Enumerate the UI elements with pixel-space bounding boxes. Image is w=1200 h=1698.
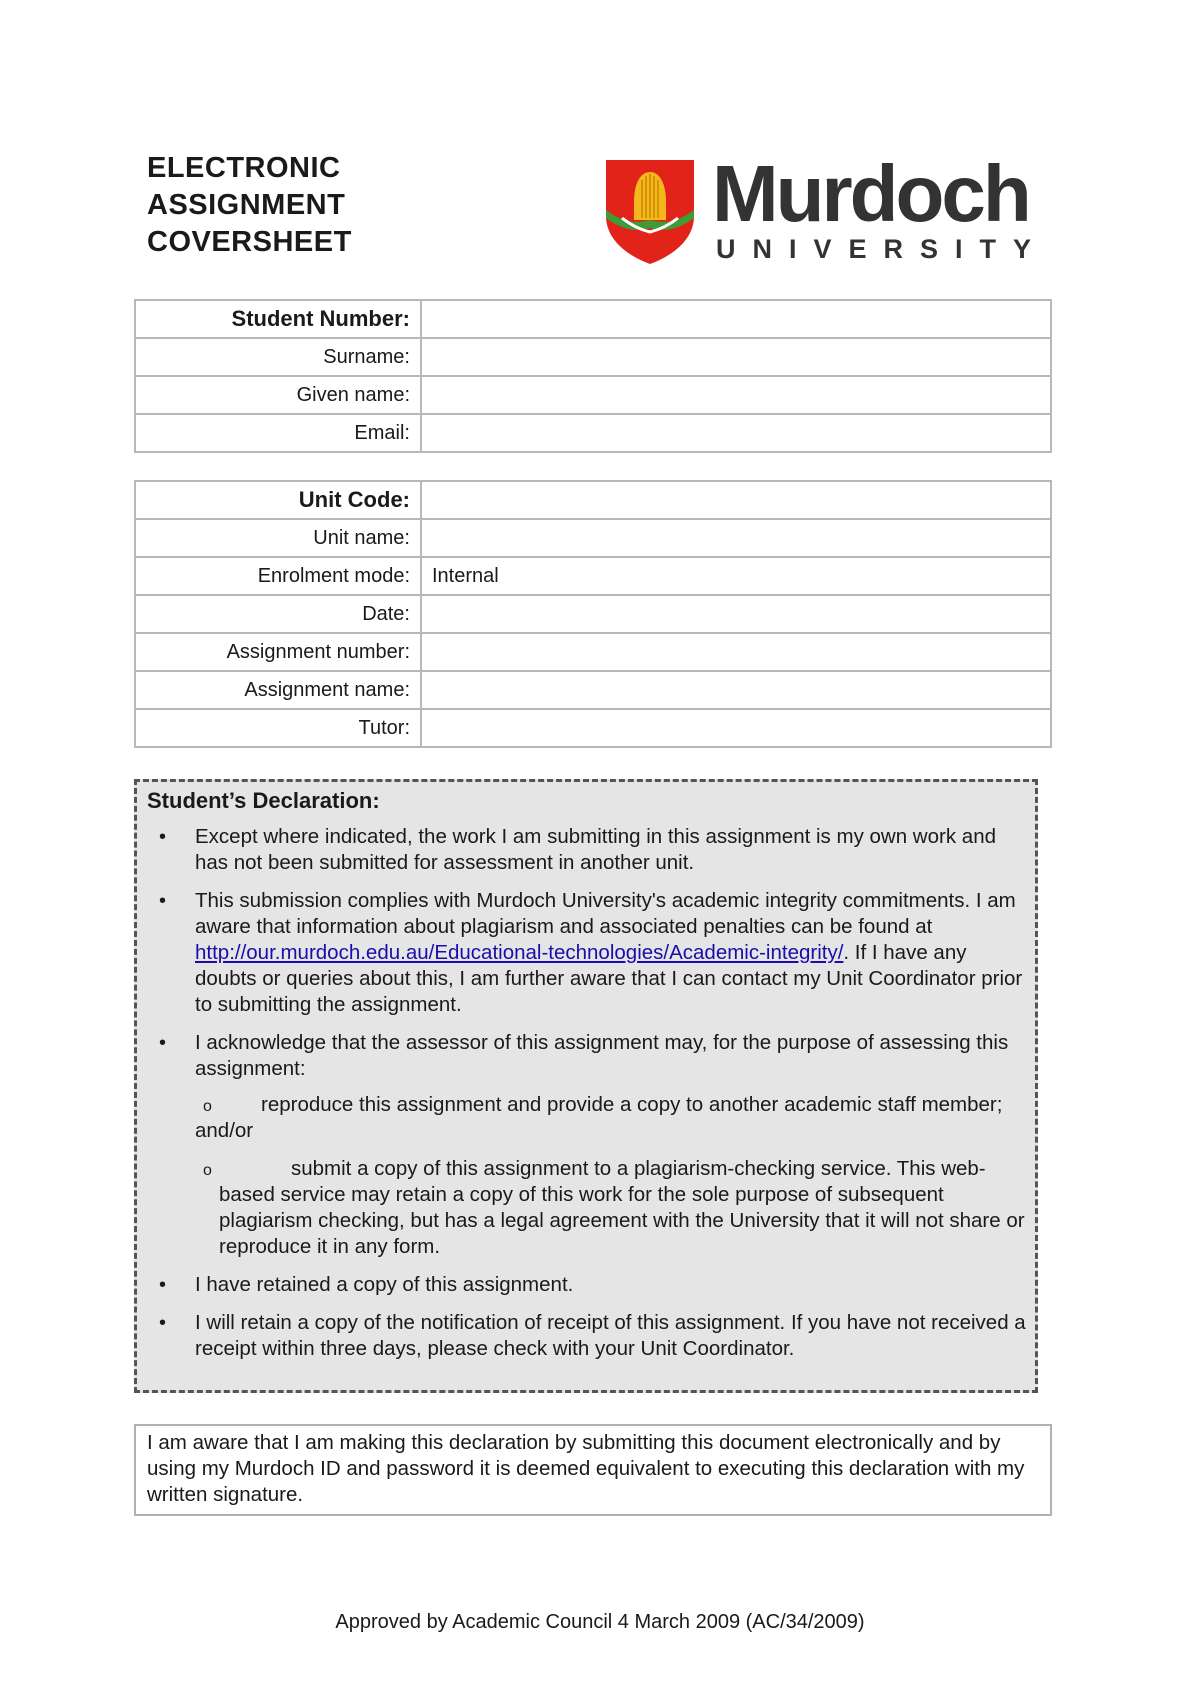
- table-row: [135, 300, 1051, 338]
- field-label: Unit name:: [135, 519, 421, 557]
- field-label: Enrolment mode:: [135, 557, 421, 595]
- student-details-table: [134, 299, 1052, 453]
- unit-details-table: [134, 480, 1052, 748]
- field-label: Given name:: [135, 376, 421, 414]
- declaration-text: . If I have any doubts or queries about this, I am further aware that I can contact my Unit Coordinator prior to submitting the assignment.: [195, 941, 1023, 1016]
- list-item: [147, 1272, 1027, 1298]
- list-item: [139, 1092, 1027, 1144]
- list-item: [139, 1156, 1027, 1260]
- university-logo: [602, 149, 1049, 266]
- declaration-text: I have retained a copy of this assignment.: [195, 1273, 574, 1296]
- table-row: [135, 338, 1051, 376]
- table-row: [135, 481, 1051, 519]
- bullet-icon: •: [159, 826, 167, 848]
- logo-subtitle: UNIVERSITY: [716, 234, 1049, 264]
- circle-bullet-icon: o: [203, 1162, 212, 1179]
- bullet-icon: •: [159, 1274, 167, 1296]
- given-name-field[interactable]: [421, 376, 1051, 414]
- logo-wordmark: Murdoch: [712, 149, 1029, 238]
- table-row: [135, 671, 1051, 709]
- declaration-list: [147, 824, 1027, 1362]
- surname-field[interactable]: [421, 338, 1051, 376]
- circle-bullet-icon: o: [203, 1098, 212, 1115]
- table-row: [135, 595, 1051, 633]
- enrolment-mode-field[interactable]: Internal: [421, 557, 1051, 595]
- declaration-subtext: reproduce this assignment and provide a copy to another academic staff member; and/or: [195, 1093, 1003, 1142]
- field-label: Assignment number:: [135, 633, 421, 671]
- page-title: [147, 150, 352, 261]
- date-field[interactable]: [421, 595, 1051, 633]
- declaration-text: I will retain a copy of the notification of receipt of this assignment. If you have not received a receipt within three days, please check with your Unit Coordinator.: [195, 1311, 1026, 1360]
- table-row: [135, 633, 1051, 671]
- list-item: [147, 1310, 1027, 1362]
- field-label: Surname:: [135, 338, 421, 376]
- table-row: [135, 709, 1051, 747]
- bullet-icon: •: [159, 890, 167, 912]
- title-line-1: ELECTRONIC: [147, 152, 341, 184]
- table-row: [135, 414, 1051, 452]
- field-label: Assignment name:: [135, 671, 421, 709]
- declaration-text: I acknowledge that the assessor of this assignment may, for the purpose of assessing this assignment:: [195, 1031, 1009, 1080]
- table-row: [135, 376, 1051, 414]
- declaration-text: Except where indicated, the work I am submitting in this assignment is my own work and has not been submitted for assessment in another unit.: [195, 825, 996, 874]
- field-label: Email:: [135, 414, 421, 452]
- declaration-subtext: submit a copy of this assignment to a plagiarism-checking service. This web-based service may retain a copy of this work for the sole purpose of subsequent plagiarism checking, but has a legal agreement with the University that it will not share or reproduce it in any form.: [219, 1157, 1025, 1258]
- list-item: [147, 824, 1027, 876]
- approval-footer: Approved by Academic Council 4 March 2009 (AC/34/2009): [335, 1611, 865, 1633]
- bullet-icon: •: [159, 1312, 167, 1334]
- field-label: Student Number:: [135, 300, 421, 338]
- tutor-field[interactable]: [421, 709, 1051, 747]
- field-label: Unit Code:: [135, 481, 421, 519]
- assignment-number-field[interactable]: [421, 633, 1051, 671]
- table-row: [135, 557, 1051, 595]
- academic-integrity-link[interactable]: http://our.murdoch.edu.au/Educational-technologies/Academic-integrity/: [195, 941, 844, 964]
- crest-icon: [602, 158, 698, 266]
- email-field[interactable]: [421, 414, 1051, 452]
- list-item: [147, 888, 1027, 1018]
- unit-code-field[interactable]: [421, 481, 1051, 519]
- declaration-text: This submission complies with Murdoch University's academic integrity commitments. I am aware that information about plagiarism and associated penalties can be found at: [195, 889, 1016, 938]
- title-line-3: COVERSHEET: [147, 226, 352, 258]
- title-line-2: ASSIGNMENT: [147, 189, 346, 221]
- field-label: Tutor:: [135, 709, 421, 747]
- unit-name-field[interactable]: [421, 519, 1051, 557]
- declaration-sublist: [139, 1092, 1027, 1260]
- student-number-field[interactable]: [421, 300, 1051, 338]
- student-declaration: [134, 779, 1038, 1393]
- declaration-heading: Student’s Declaration:: [147, 788, 380, 813]
- bullet-icon: •: [159, 1032, 167, 1054]
- electronic-signature-note: I am aware that I am making this declaration by submitting this document electronically and by using my Murdoch ID and password it is deemed equivalent to executing this declaration with my written signature.: [134, 1424, 1052, 1516]
- assignment-name-field[interactable]: [421, 671, 1051, 709]
- list-item: [147, 1030, 1027, 1260]
- table-row: [135, 519, 1051, 557]
- field-label: Date:: [135, 595, 421, 633]
